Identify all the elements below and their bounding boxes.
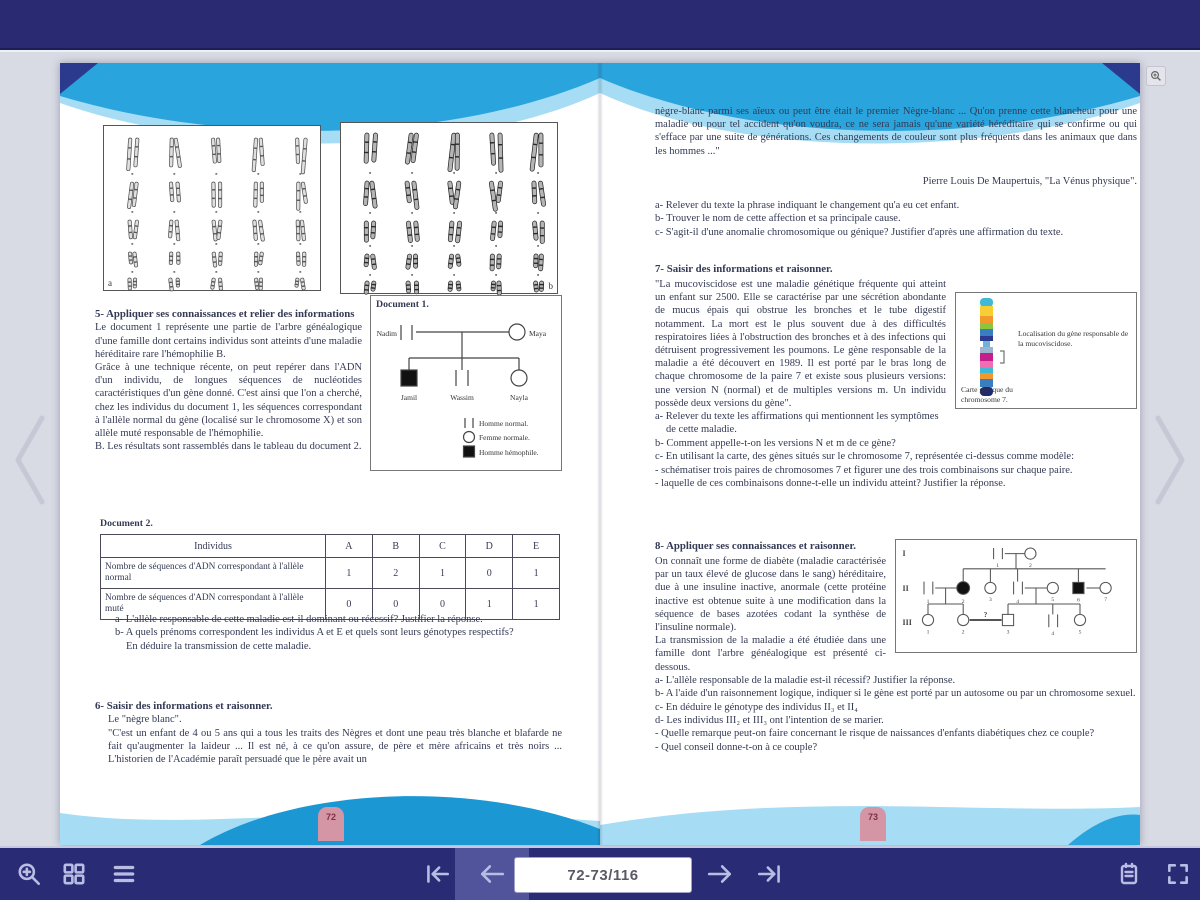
- page-number-tab-right: 73: [860, 807, 886, 841]
- fullscreen-icon: [1165, 861, 1191, 887]
- document2: [100, 534, 560, 620]
- row2-c: 0: [419, 589, 466, 620]
- row1-b: 2: [372, 558, 419, 589]
- question-7c: c- En utilisant la carte, des gènes situés sur le chromosome 7, représentée ci-dessus comme modèle:: [655, 451, 1074, 463]
- next-page-chevron[interactable]: [1144, 412, 1192, 508]
- page-right: [600, 63, 1140, 845]
- row2-label: Nombre de séquences d'ADN correspondant à l'allèle muté: [101, 589, 326, 620]
- last-page-button[interactable]: [752, 848, 788, 900]
- pedigree-label: 1: [926, 629, 930, 636]
- row2-e: 1: [513, 589, 560, 620]
- diabetes-pedigree: [896, 540, 1136, 652]
- diabetes-pedigree-figure: [895, 539, 1137, 653]
- next-page-button[interactable]: [702, 848, 738, 900]
- row2-d: 1: [466, 589, 513, 620]
- arrow-right-icon: [704, 861, 736, 887]
- row2-b: 0: [372, 589, 419, 620]
- pedigree-label: II: [902, 584, 909, 594]
- section7-body: "La mucoviscidose est une maladie génétique fréquente qui atteint un enfant sur 2500. Elle se caractérise par une sécrétion abondante de mucus épais qui obstrue les bronches et le tube digestif notamment. La mort est le plus souvent due à des difficultés respiratoires liées à l'obstruction des bronches et à des infections qui détruisent progressivement les poumons. Le gène responsable de la maladie a été découvert en 1989. Il est porté par le bras long de chaque chromosome de la paire 7 et existe sous plusieurs versions: une version N (normal) et de multiples versions m. Un individu possède deux versions du gène".: [655, 279, 946, 409]
- section6-quote: "C'est un enfant de 4 ou 5 ans qui a tous les traits des Nègres et dont une peau très blanche et blafarde ne fait qu'augmenter la laideur ... Il est né, à ce qu'on assure, de père et mère africains et très noirs ... L'historien de l'Académie paraît persuadé que le père avait un: [108, 727, 562, 766]
- section-8: [655, 549, 1137, 754]
- page-zoom-button[interactable]: [1146, 66, 1166, 86]
- question-6c: c- S'agit-il d'une anomalie chromosomique ou génique? Justifier d'après une affirmation du texte.: [655, 226, 1064, 238]
- pedigree-label: 4: [1016, 599, 1019, 606]
- thumbnails-button[interactable]: [58, 848, 90, 900]
- row1-e: 1: [513, 558, 560, 589]
- book-spread: [60, 63, 1140, 845]
- section7-heading: 7- Saisir des informations et raisonner.: [655, 263, 833, 275]
- chromosome7-caption: Carte génique du chromosome 7.: [961, 385, 1013, 404]
- bottom-toolbar: [0, 846, 1200, 900]
- question-6a: a- Relever du texte la phrase indiquant le changement qu'a eu cet enfant.: [655, 200, 960, 211]
- section-6: [95, 700, 562, 766]
- document1-title: Document 1.: [376, 299, 429, 310]
- first-page-button[interactable]: [420, 848, 454, 900]
- top-bar: [0, 0, 1200, 50]
- section6-questions: [655, 199, 1137, 239]
- pedigree-label: 7: [1104, 596, 1107, 603]
- question-8d: d- Les individus III₂ et III₃ ont l'intention de se marier.: [655, 715, 884, 727]
- notes-button[interactable]: [1112, 848, 1146, 900]
- row2-a: 0: [326, 589, 373, 620]
- pedigree-label: III: [902, 617, 912, 627]
- section8-body1: On connaît une forme de diabète (maladie caractérisée par un taux élevé de glucose dans le sang) héréditaire, due à une insuline inactive, anormale (cette protéine inactive est obtenue suite à une modification dans la séquence de bases azotées codant la synthèse de l'insuline normale).: [655, 556, 886, 634]
- quote-attribution: Pierre Louis De Maupertuis, "La Vénus physique".: [922, 176, 1137, 187]
- question-7b: b- Comment appelle-t-on les versions N et m de ce gène?: [655, 437, 896, 449]
- row1-d: 0: [466, 558, 513, 589]
- table-row: [101, 558, 560, 589]
- row1-c: 1: [419, 558, 466, 589]
- skip-to-end-icon: [755, 861, 785, 887]
- pedigree-label: 3: [1006, 629, 1010, 636]
- karyotype-b-label: b: [548, 281, 553, 291]
- pedigree-label: 4: [1051, 631, 1055, 638]
- pedigree-label: 1: [996, 563, 999, 570]
- page-number-tab-left: 72: [318, 807, 344, 841]
- arrow-left-icon: [476, 861, 508, 887]
- question-8d2: - Quel conseil donne-t-on à ce couple?: [655, 741, 818, 753]
- pedigree-label: 2: [1029, 563, 1032, 570]
- gene-location-label: Localisation du gène responsable de la mucoviscidose.: [1018, 329, 1129, 348]
- grid-icon: [61, 861, 87, 887]
- document2-title: Document 2.: [100, 518, 153, 529]
- row1-a: 1: [326, 558, 373, 589]
- question-5a: a- L'allèle responsable de cette maladie est-il dominant ou récessif? Justifier la réponse.: [115, 614, 483, 625]
- pedigree-label: 2: [961, 599, 965, 606]
- skip-to-start-icon: [422, 861, 452, 887]
- child2-label: Wassim: [450, 393, 474, 402]
- question-7c2: - laquelle de ces combinaisons donne-t-elle un individu atteint? Justifier la réponse.: [655, 478, 1006, 490]
- section6-heading: 6- Saisir des informations et raisonner.: [95, 700, 273, 712]
- child1-label: Jamil: [400, 393, 418, 402]
- section-5: [95, 299, 562, 475]
- quote-continuation: nègre-blanc parmi ses aïeux ou peut être était le premier Nègre-blanc ... Qu'on prenne cette blancheur pour une maladie ou pour tel accident qu'on voudra, ce ne sera jamais qu'une variété héréditaire qui se confirme ou qui s'efface par une suite de générations. Ces changements de couleur sont plus fréquents dans les animaux que dans les hommes ...": [655, 106, 1137, 157]
- question-8d1: - Quelle remarque peut-on faire concernant le risque de naissances d'enfants diabétiques chez ce couple?: [655, 728, 1095, 740]
- col-a: A: [326, 535, 373, 558]
- magnifier-plus-icon: [1150, 70, 1162, 82]
- pedigree-label: ?: [983, 610, 988, 619]
- question-8c: c- En déduire le génotype des individus II₃ et II₄: [655, 701, 858, 713]
- col-c: C: [419, 535, 466, 558]
- col-e: E: [513, 535, 560, 558]
- section5-para2: Grâce à une technique récente, on peut repérer dans l'ADN d'un individu, de longues séquences de nucléotides caractéristiques d'un gène donné. C'est ainsi que l'on a cherché, chez les individus du document 1, les séquences correspondant à l'allèle normal du gène (localisé sur le chromosome X) et son allèle muté responsable de l'hémophilie.: [95, 362, 362, 440]
- fullscreen-button[interactable]: [1160, 848, 1196, 900]
- section6-subtitle: Le "nègre blanc".: [108, 714, 182, 726]
- section-7: [655, 278, 1137, 490]
- pedigree-label: 5: [1078, 629, 1082, 636]
- previous-page-chevron[interactable]: [8, 412, 56, 508]
- section8-heading: 8- Appliquer ses connaissances et raisonner.: [655, 540, 856, 552]
- pedigree-label: 5: [1051, 596, 1055, 603]
- mother-label: Maya: [529, 329, 547, 338]
- legend-normal-female: Femme normale.: [479, 433, 530, 442]
- question-8a: a- L'allèle responsable de la maladie est-il récessif? Justifier la réponse.: [655, 674, 956, 686]
- table-header-row: [101, 535, 560, 558]
- document1-pedigree: [371, 310, 561, 462]
- section8-body2: La transmission de la maladie a été étudiée dans une famille dont l'arbre généalogique est présenté ci-dessous.: [655, 635, 886, 673]
- chromosome7-figure: [955, 292, 1137, 409]
- question-7c1: - schématiser trois paires de chromosomes 7 et figurer une des trois combinaisons sur chaque paire.: [655, 464, 1073, 476]
- document2-table: [100, 534, 560, 620]
- question-5b: b- A quels prénoms correspondent les individus A et E et quels sont leurs génotypes respectifs?: [115, 627, 514, 639]
- document1-figure: [370, 295, 562, 471]
- pedigree-label: 2: [961, 629, 965, 636]
- list-icon: [111, 861, 137, 887]
- page-number-input[interactable]: [514, 857, 692, 893]
- father-label: Nadim: [376, 329, 397, 338]
- legend-hemophiliac-male: Homme hémophile.: [479, 448, 539, 457]
- legend-normal-male: Homme normal.: [479, 419, 529, 428]
- book-spine: [597, 63, 603, 845]
- karyotype-a-label: a: [108, 278, 112, 288]
- karyotype-b-image: [340, 122, 558, 294]
- section5-questions: [115, 613, 565, 653]
- karyotype-a-image: [103, 125, 321, 291]
- pedigree-label: I: [902, 549, 906, 558]
- section5-heading: 5- Appliquer ses connaissances et relier des informations: [95, 308, 355, 320]
- notebook-icon: [1117, 861, 1141, 887]
- question-6b: b- Trouver le nom de cette affection et sa principale cause.: [655, 213, 901, 225]
- row1-label: Nombre de séquences d'ADN correspondant à l'allèle normal: [101, 558, 326, 589]
- zoom-in-icon: [16, 861, 42, 887]
- col-individus: Individus: [101, 535, 326, 558]
- section5-para3: B. Les résultats sont rassemblés dans le tableau du document 2.: [95, 441, 362, 453]
- question-5c: En déduire la transmission de cette maladie.: [126, 640, 312, 652]
- col-b: B: [372, 535, 419, 558]
- question-8b: b- A l'aide d'un raisonnement logique, indiquer si le gène est porté par un autosome ou par un chromosome sexuel.: [655, 688, 1136, 700]
- zoom-in-button[interactable]: [14, 848, 44, 900]
- pedigree-label: 3: [989, 596, 992, 603]
- child3-label: Nayla: [510, 393, 528, 402]
- col-d: D: [466, 535, 513, 558]
- pedigree-label: 6: [1077, 597, 1080, 604]
- pedigree-label: 1: [926, 599, 930, 606]
- section5-para1: Le document 1 représente une partie de l'arbre généalogique d'une famille dont certains individus sont atteints d'une maladie héréditaire rare l'hémophilie B.: [95, 322, 362, 360]
- question-7a: a- Relever du texte les affirmations qui mentionnent les symptômes de cette maladie.: [655, 411, 939, 436]
- page-left: [60, 63, 600, 845]
- table-of-contents-button[interactable]: [108, 848, 140, 900]
